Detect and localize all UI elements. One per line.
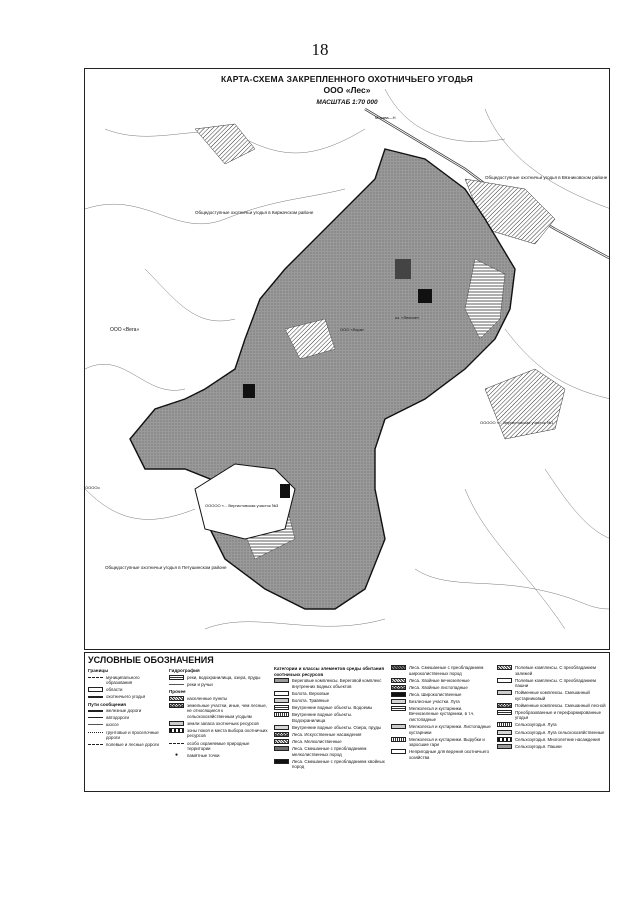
map-canvas	[85, 69, 610, 650]
legend-swatch	[169, 728, 184, 733]
legend-swatch	[274, 712, 289, 717]
legend-item-label: земли запаса охотничьих ресурсов	[187, 720, 259, 726]
legend-swatch	[391, 685, 406, 690]
legend-item	[274, 691, 386, 697]
legend-item	[497, 730, 607, 736]
legend-item	[274, 739, 386, 745]
legend-item	[274, 678, 386, 689]
legend-item-label: Леса. Широколиственные	[409, 691, 462, 697]
legend-swatch	[169, 721, 184, 726]
legend-line-symbol	[88, 744, 103, 745]
legend-group-title: Границы	[88, 668, 109, 673]
legend-swatch	[391, 665, 406, 670]
legend-item-label: Полевые комплексы. С преобладанием залежей	[515, 665, 596, 676]
label-public-vyazniki: Общедоступные охотничьи угодья в Вязниковском районе	[485, 175, 608, 180]
legend-line-symbol	[88, 696, 103, 699]
legend-item	[88, 715, 166, 721]
label-org-vega: ООО «Вега»	[110, 327, 140, 333]
legend-swatch	[274, 725, 289, 730]
legend-swatch	[497, 744, 512, 749]
page-number: 18	[311, 40, 329, 59]
legend-group-title: Категории и классы элементов среды обитания охотничьих ресурсов	[274, 666, 385, 677]
legend-item	[169, 682, 269, 688]
legend-item	[497, 737, 607, 743]
legend-item	[169, 728, 269, 739]
legend-swatch	[497, 703, 512, 708]
legend-group-title: Прочее	[169, 688, 186, 694]
map-subtitle: ООО «Лес»	[323, 85, 371, 95]
legend-point-symbol: ●	[174, 752, 179, 759]
legend-item-label: памятные точки	[187, 753, 220, 759]
dark-patch-2	[243, 384, 255, 398]
legend	[84, 652, 610, 792]
legend-item	[88, 675, 166, 686]
legend-line-symbol	[88, 710, 103, 713]
legend-swatch	[497, 665, 512, 670]
legend-item-label: Сельхозугодья. Луга	[515, 722, 557, 728]
label-org-lira: ООО «Лира»	[340, 327, 365, 332]
legend-swatch	[274, 739, 289, 744]
label-public-kirzhach: Общедоступные охотничьи угодья в Киржачском районе	[195, 210, 314, 215]
legend-col-1	[88, 667, 166, 749]
legend-item-label: Леса. Смешанные с преобладанием мелколиственных пород	[292, 746, 367, 757]
legend-swatch	[497, 678, 512, 683]
legend-swatch	[274, 698, 289, 703]
legend-item-label: особо охраняемые природные территории	[187, 740, 250, 752]
legend-swatch	[274, 759, 289, 764]
legend-swatch	[274, 746, 289, 751]
legend-item-label: Пойменные комплексы. Смешанный кустарниковый	[515, 690, 590, 701]
legend-item-label: Леса. Смешанные с преобладанием хвойных пород	[292, 758, 385, 770]
legend-item-label: Болота. Травяные	[292, 698, 330, 704]
legend-item	[169, 721, 269, 727]
legend-item-label: Леса. Искусственные насаждения	[292, 732, 362, 738]
legend-swatch	[274, 691, 289, 696]
legend-swatch	[391, 692, 406, 697]
legend-item-label: Сельхозугодья. Пашни	[515, 743, 562, 749]
legend-swatch	[169, 696, 184, 701]
legend-item	[391, 749, 493, 760]
legend-item-label: Сельхозугодья. Многолетние насаждения	[515, 736, 601, 742]
legend-swatch	[391, 724, 406, 729]
label-road: Москва—Н	[375, 115, 396, 120]
legend-line-symbol	[169, 743, 184, 744]
legend-col-4	[391, 665, 493, 762]
legend-item-label: зоны покоя и места выбора охотничьих ресурсов	[187, 727, 268, 739]
dark-patch-3	[280, 484, 290, 498]
legend-item-label: Полевые комплексы. С преобладанием пашни	[515, 677, 596, 689]
legend-item-label: грунтовые и проселочные дороги	[106, 729, 159, 741]
legend-item	[88, 687, 166, 693]
legend-item-label: Внутренние водные объекты. Водохранилища	[292, 712, 353, 723]
legend-item	[274, 712, 386, 723]
legend-item	[88, 694, 166, 700]
dark-patch-1	[418, 289, 432, 303]
legend-item-label: Береговые комплексы. Береговой комплекс внутренних водных объектов	[292, 678, 382, 689]
label-small: ООООо	[85, 485, 100, 490]
legend-item	[274, 759, 386, 770]
map-title: КАРТА-СХЕМА ЗАКРЕПЛЕННОГО ОХОТНИЧЬЕГО УГОДЬЯ	[220, 74, 473, 84]
legend-item-label: населенные пункты	[187, 695, 228, 701]
legend-item-label: шоссе	[106, 722, 119, 728]
legend-item-label: Преобразованные и переформированные угодья	[515, 709, 602, 721]
legend-item-label: Леса. Хвойные листопадные	[409, 684, 468, 690]
legend-item-label: Мелколесья и кустарники. Листопадные кустарники	[409, 724, 491, 735]
legend-item	[497, 703, 607, 709]
legend-item-label: Непригодные для ведения охотничьего хозяйства	[409, 749, 490, 760]
legend-item	[169, 753, 269, 759]
legend-swatch	[169, 675, 184, 680]
label-plot3: ООООО «... Вергистовская участок №3	[205, 503, 279, 508]
legend-swatch	[497, 722, 512, 727]
legend-group-title: Гидрография	[169, 668, 200, 673]
legend-item	[391, 678, 493, 684]
legend-swatch	[497, 710, 512, 715]
legend-item-label: Леса. Хвойные вечнозеленые	[409, 677, 470, 683]
legend-item	[391, 665, 493, 676]
legend-item	[391, 724, 493, 735]
legend-item	[88, 722, 166, 728]
legend-item-label: области	[106, 687, 123, 693]
legend-item	[169, 741, 269, 752]
legend-line-symbol	[88, 717, 103, 718]
legend-item	[88, 742, 166, 748]
legend-col-3	[274, 665, 386, 771]
legend-item-label: Леса. Мелколиственные	[292, 739, 342, 745]
legend-item-label: Болота. Верховые	[292, 691, 330, 697]
legend-item	[497, 690, 607, 701]
label-lake: оз. «Лесное»	[395, 315, 420, 320]
legend-item-label: Пойменные комплексы. Смешанный лесной	[515, 702, 606, 708]
legend-heading: УСЛОВНЫЕ ОБОЗНАЧЕНИЯ	[88, 655, 214, 665]
legend-item	[274, 698, 386, 704]
legend-item	[391, 699, 493, 705]
legend-swatch	[88, 687, 103, 692]
legend-item-label: полевые и лесные дороги	[106, 742, 159, 748]
legend-item	[274, 732, 386, 738]
legend-line-symbol	[169, 684, 184, 685]
legend-item-label: Мелколесья и кустарники. Вечнозеленые кустарники, в т.ч. листопадные	[409, 705, 475, 722]
legend-item	[497, 744, 607, 750]
legend-swatch	[391, 749, 406, 754]
legend-item	[497, 722, 607, 728]
legend-item-label: железные дороги	[106, 708, 142, 714]
legend-item-label: Безлесные участки. Луга	[409, 698, 460, 704]
legend-item-label: Леса. Смешанные с преобладанием широколиственных пород	[409, 665, 484, 676]
legend-item	[497, 665, 607, 676]
dark-patch-4	[395, 259, 411, 279]
legend-item	[391, 685, 493, 691]
legend-line-symbol	[88, 724, 103, 725]
legend-item	[274, 705, 386, 711]
legend-swatch	[169, 703, 184, 708]
legend-item	[391, 706, 493, 723]
legend-swatch	[391, 678, 406, 683]
legend-line-symbol	[88, 677, 103, 678]
legend-line-symbol	[88, 732, 103, 733]
legend-item	[497, 710, 607, 721]
legend-item-label: земельные участки, иные, чем лесные, не относящиеся к сельскохозяйственным угодьям	[187, 702, 268, 719]
legend-swatch	[274, 678, 289, 683]
legend-item	[169, 675, 269, 681]
legend-col-2	[169, 667, 269, 760]
legend-swatch	[497, 730, 512, 735]
neighbour-area-e	[485, 369, 565, 439]
neighbour-area-nw	[195, 124, 255, 164]
legend-item-label: Сельхозугодья. Луга сельскохозяйственные	[515, 729, 605, 735]
legend-item-label: автодороги	[106, 715, 129, 721]
legend-swatch	[391, 699, 406, 704]
legend-col-5	[497, 665, 607, 751]
legend-swatch	[391, 706, 406, 711]
legend-item-label: охотничьего угодья	[106, 694, 146, 700]
map-title-block	[85, 74, 609, 106]
legend-swatch	[497, 690, 512, 695]
legend-item	[391, 692, 493, 698]
legend-item	[391, 737, 493, 748]
legend-swatch	[497, 737, 512, 742]
legend-group-title: Пути сообщения	[88, 701, 126, 707]
label-plot1: ООООО «... Вергистовская участок №1	[480, 420, 554, 425]
map-frame	[84, 68, 610, 650]
legend-swatch	[274, 705, 289, 710]
label-public-petushki: Общедоступные охотничьи угодья в Петушинском районе	[105, 565, 227, 570]
legend-item	[497, 678, 607, 689]
legend-item	[274, 746, 386, 757]
legend-item	[274, 725, 386, 731]
legend-item-label: Внутренние водные объекты. Водоемы	[292, 705, 373, 711]
legend-swatch	[391, 737, 406, 742]
legend-item	[169, 703, 269, 720]
legend-item-label: муниципального образования	[106, 674, 140, 686]
map-scale: МАСШТАБ 1:70 000	[316, 99, 378, 106]
legend-item	[88, 730, 166, 741]
legend-item-label: реки и ручьи	[187, 681, 213, 687]
legend-item-label: реки, водохранилища, озера, пруды	[187, 674, 261, 680]
legend-swatch	[274, 732, 289, 737]
legend-item-label: Мелколесья и кустарники. Вырубки и заросшие гари	[409, 736, 485, 748]
hunting-ground-area	[130, 149, 515, 609]
legend-item	[88, 708, 166, 714]
legend-item	[169, 696, 269, 702]
legend-item-label: Внутренние водные объекты. Озера, пруды	[292, 724, 382, 730]
